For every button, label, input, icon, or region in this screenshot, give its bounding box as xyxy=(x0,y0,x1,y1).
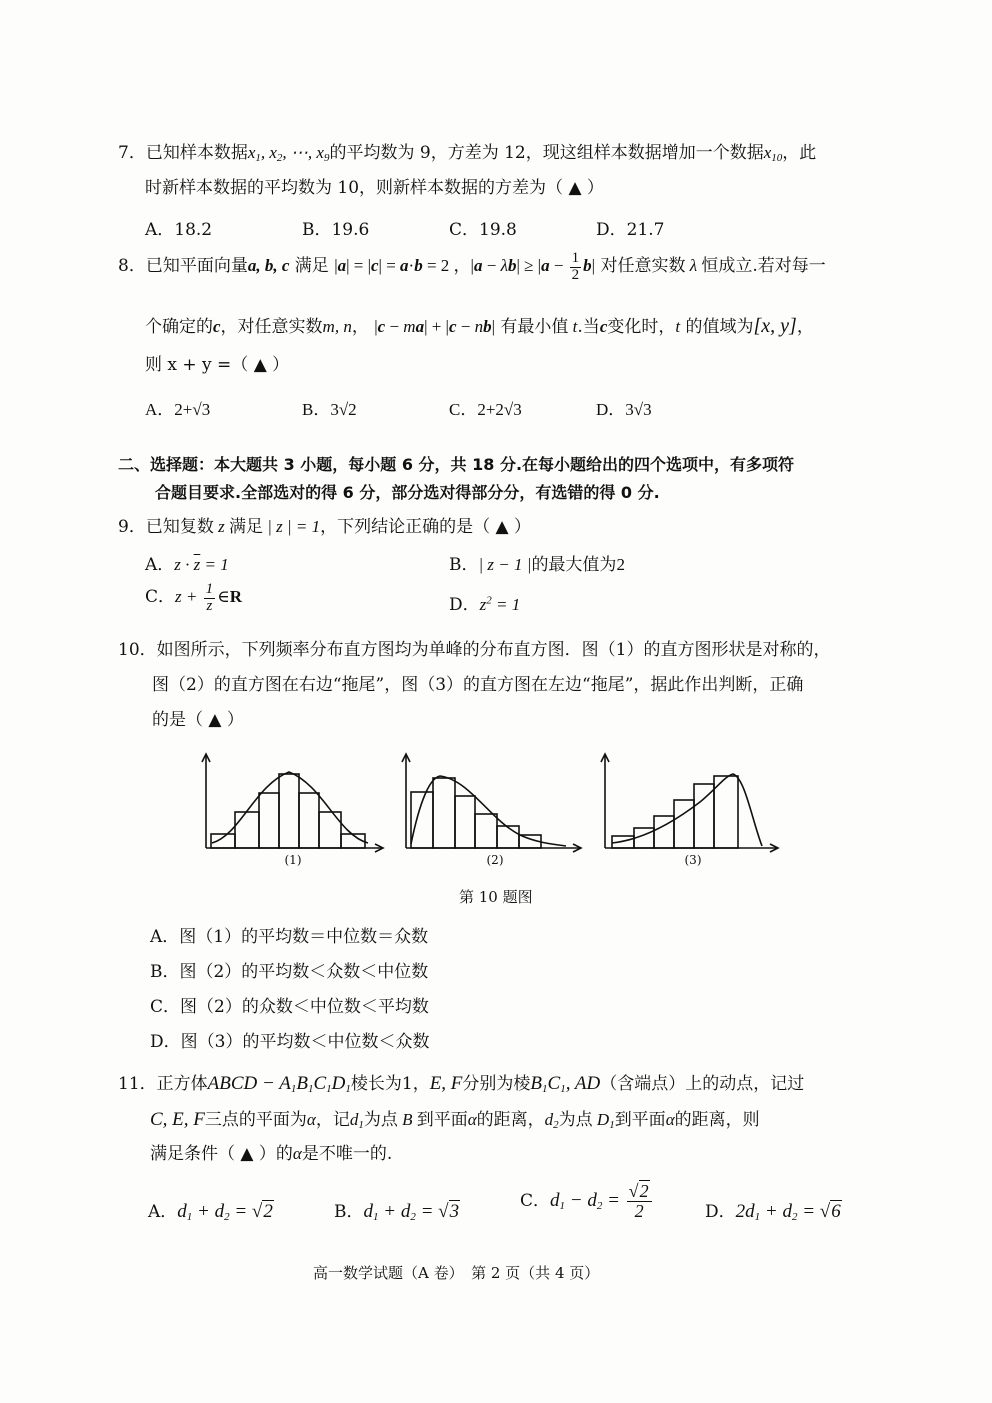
q11-option-c: C．$d_1 - d_2$ = $\frac{√2}{2}$ xyxy=(520,1182,654,1221)
q8-option-d: D．3√3 xyxy=(596,400,652,419)
q9-option-b: B．| z − 1 |的最大值为2 xyxy=(449,555,625,575)
q7-line1: 7．已知样本数据$x_1$, $x_2$, ⋯, $x_9$的平均数为 9，方差为 12，现这组样本数据增加一个数据$x_{10}$，此 xyxy=(118,143,817,164)
histogram-2 xyxy=(402,754,581,852)
q9-option-d: D．$z^2 = 1$ xyxy=(449,594,521,615)
q10-option-a: A．图（1）的平均数＝中位数＝众数 xyxy=(150,927,429,947)
histogram-3-label: (3) xyxy=(684,853,702,867)
q7-line2: 时新样本数据的平均数为 10，则新样本数据的方差为（ ▲ ） xyxy=(145,178,604,198)
page-footer: 高一数学试题（A 卷） 第 2 页（共 4 页） xyxy=(313,1264,600,1282)
q7-sample-vars: $x_1$, $x_2$, ⋯, $x_9$ xyxy=(247,143,330,164)
q11-option-a: A．$d_1 + d_2 = √2$ xyxy=(148,1201,273,1223)
q10-option-d: D．图（3）的平均数＜中位数＜众数 xyxy=(150,1032,430,1052)
q8-option-c: C．2+2√3 xyxy=(449,400,522,419)
q11-line1: 11．正方体ABCD − $A_1B_1C_1D_1$棱长为1，E, F分别为棱$B_1C_1$, AD（含端点）上的动点，记过 xyxy=(118,1073,805,1095)
q10-option-b: B．图（2）的平均数＜众数＜中位数 xyxy=(150,962,429,982)
q7-option-d: D．21.7 xyxy=(596,220,665,240)
q11-line2: C, E, F三点的平面为α，记$d_1$为点 B 到平面α的距离，$d_2$为点 $D_1$到平面α的距离，则 xyxy=(150,1109,760,1131)
q8-option-a: A．2+√3 xyxy=(145,400,211,419)
section-2-subheading: 合题目要求.全部选对的得 6 分，部分选对得部分分，有选错的得 0 分. xyxy=(155,483,660,502)
q7-option-c: C．19.8 xyxy=(449,220,517,240)
q7-option-a: A．18.2 xyxy=(145,220,213,240)
q8-line2: 个确定的c，对任意实数m, n， |c − ma| + |c − nb| 有最小值 t.当c变化时，t 的值域为[x, y]， xyxy=(145,315,814,337)
q10-line3: 的是（ ▲ ） xyxy=(152,710,244,730)
q10-histogram-figures xyxy=(0,740,992,880)
q7-option-b: B．19.6 xyxy=(302,220,370,240)
histogram-1-label: (1) xyxy=(284,853,302,867)
q8-option-b: B．3√2 xyxy=(302,400,357,419)
q9-option-c: C．z + $\frac{1}{z}$ ∈R xyxy=(145,581,242,614)
q8-line1: 8．已知平面向量a, b, c 满足 |a| = |c| = a·b = 2 ，|a − λb| ≥ |a − $\frac{1}{2}$ b| 对任意实数 λ 恒成立.若对每一 xyxy=(118,249,826,283)
section-2-heading: 二、选择题：本大题共 3 小题，每小题 6 分，共 18 分.在每小题给出的四个选项中，有多项符 xyxy=(118,455,795,474)
q11-option-d: D．$2d_1 + d_2 = √6$ xyxy=(705,1201,841,1223)
histogram-2-label: (2) xyxy=(486,853,504,867)
histogram-1 xyxy=(202,754,383,852)
histogram-3 xyxy=(601,754,778,852)
q8-line3: 则 x + y =（ ▲ ） xyxy=(145,355,290,375)
q10-figure-caption: 第 10 题图 xyxy=(459,888,533,906)
q11-line3: 满足条件（ ▲ ）的α是不唯一的. xyxy=(150,1144,393,1164)
q10-line2: 图（2）的直方图在右边“拖尾”，图（3）的直方图在左边“拖尾”，据此作出判断，正确 xyxy=(152,675,804,695)
q8-condition: |a| = |c| = a·b = 2 ，|a − λb| ≥ |a − $\frac{1}{2}$ b| xyxy=(334,249,596,283)
q10-line1: 10．如图所示，下列频率分布直方图均为单峰的分布直方图．图（1）的直方图形状是对称的， xyxy=(118,640,831,660)
q9-stem: 9．已知复数 z 满足 | z | = 1，下列结论正确的是（ ▲ ） xyxy=(118,517,532,537)
q9-option-a: A．$z \cdot \overline{z} = 1$ xyxy=(145,555,229,575)
q11-option-b: B．$d_1 + d_2 = √3$ xyxy=(334,1201,460,1223)
q10-option-c: C．图（2）的众数＜中位数＜平均数 xyxy=(150,997,429,1017)
